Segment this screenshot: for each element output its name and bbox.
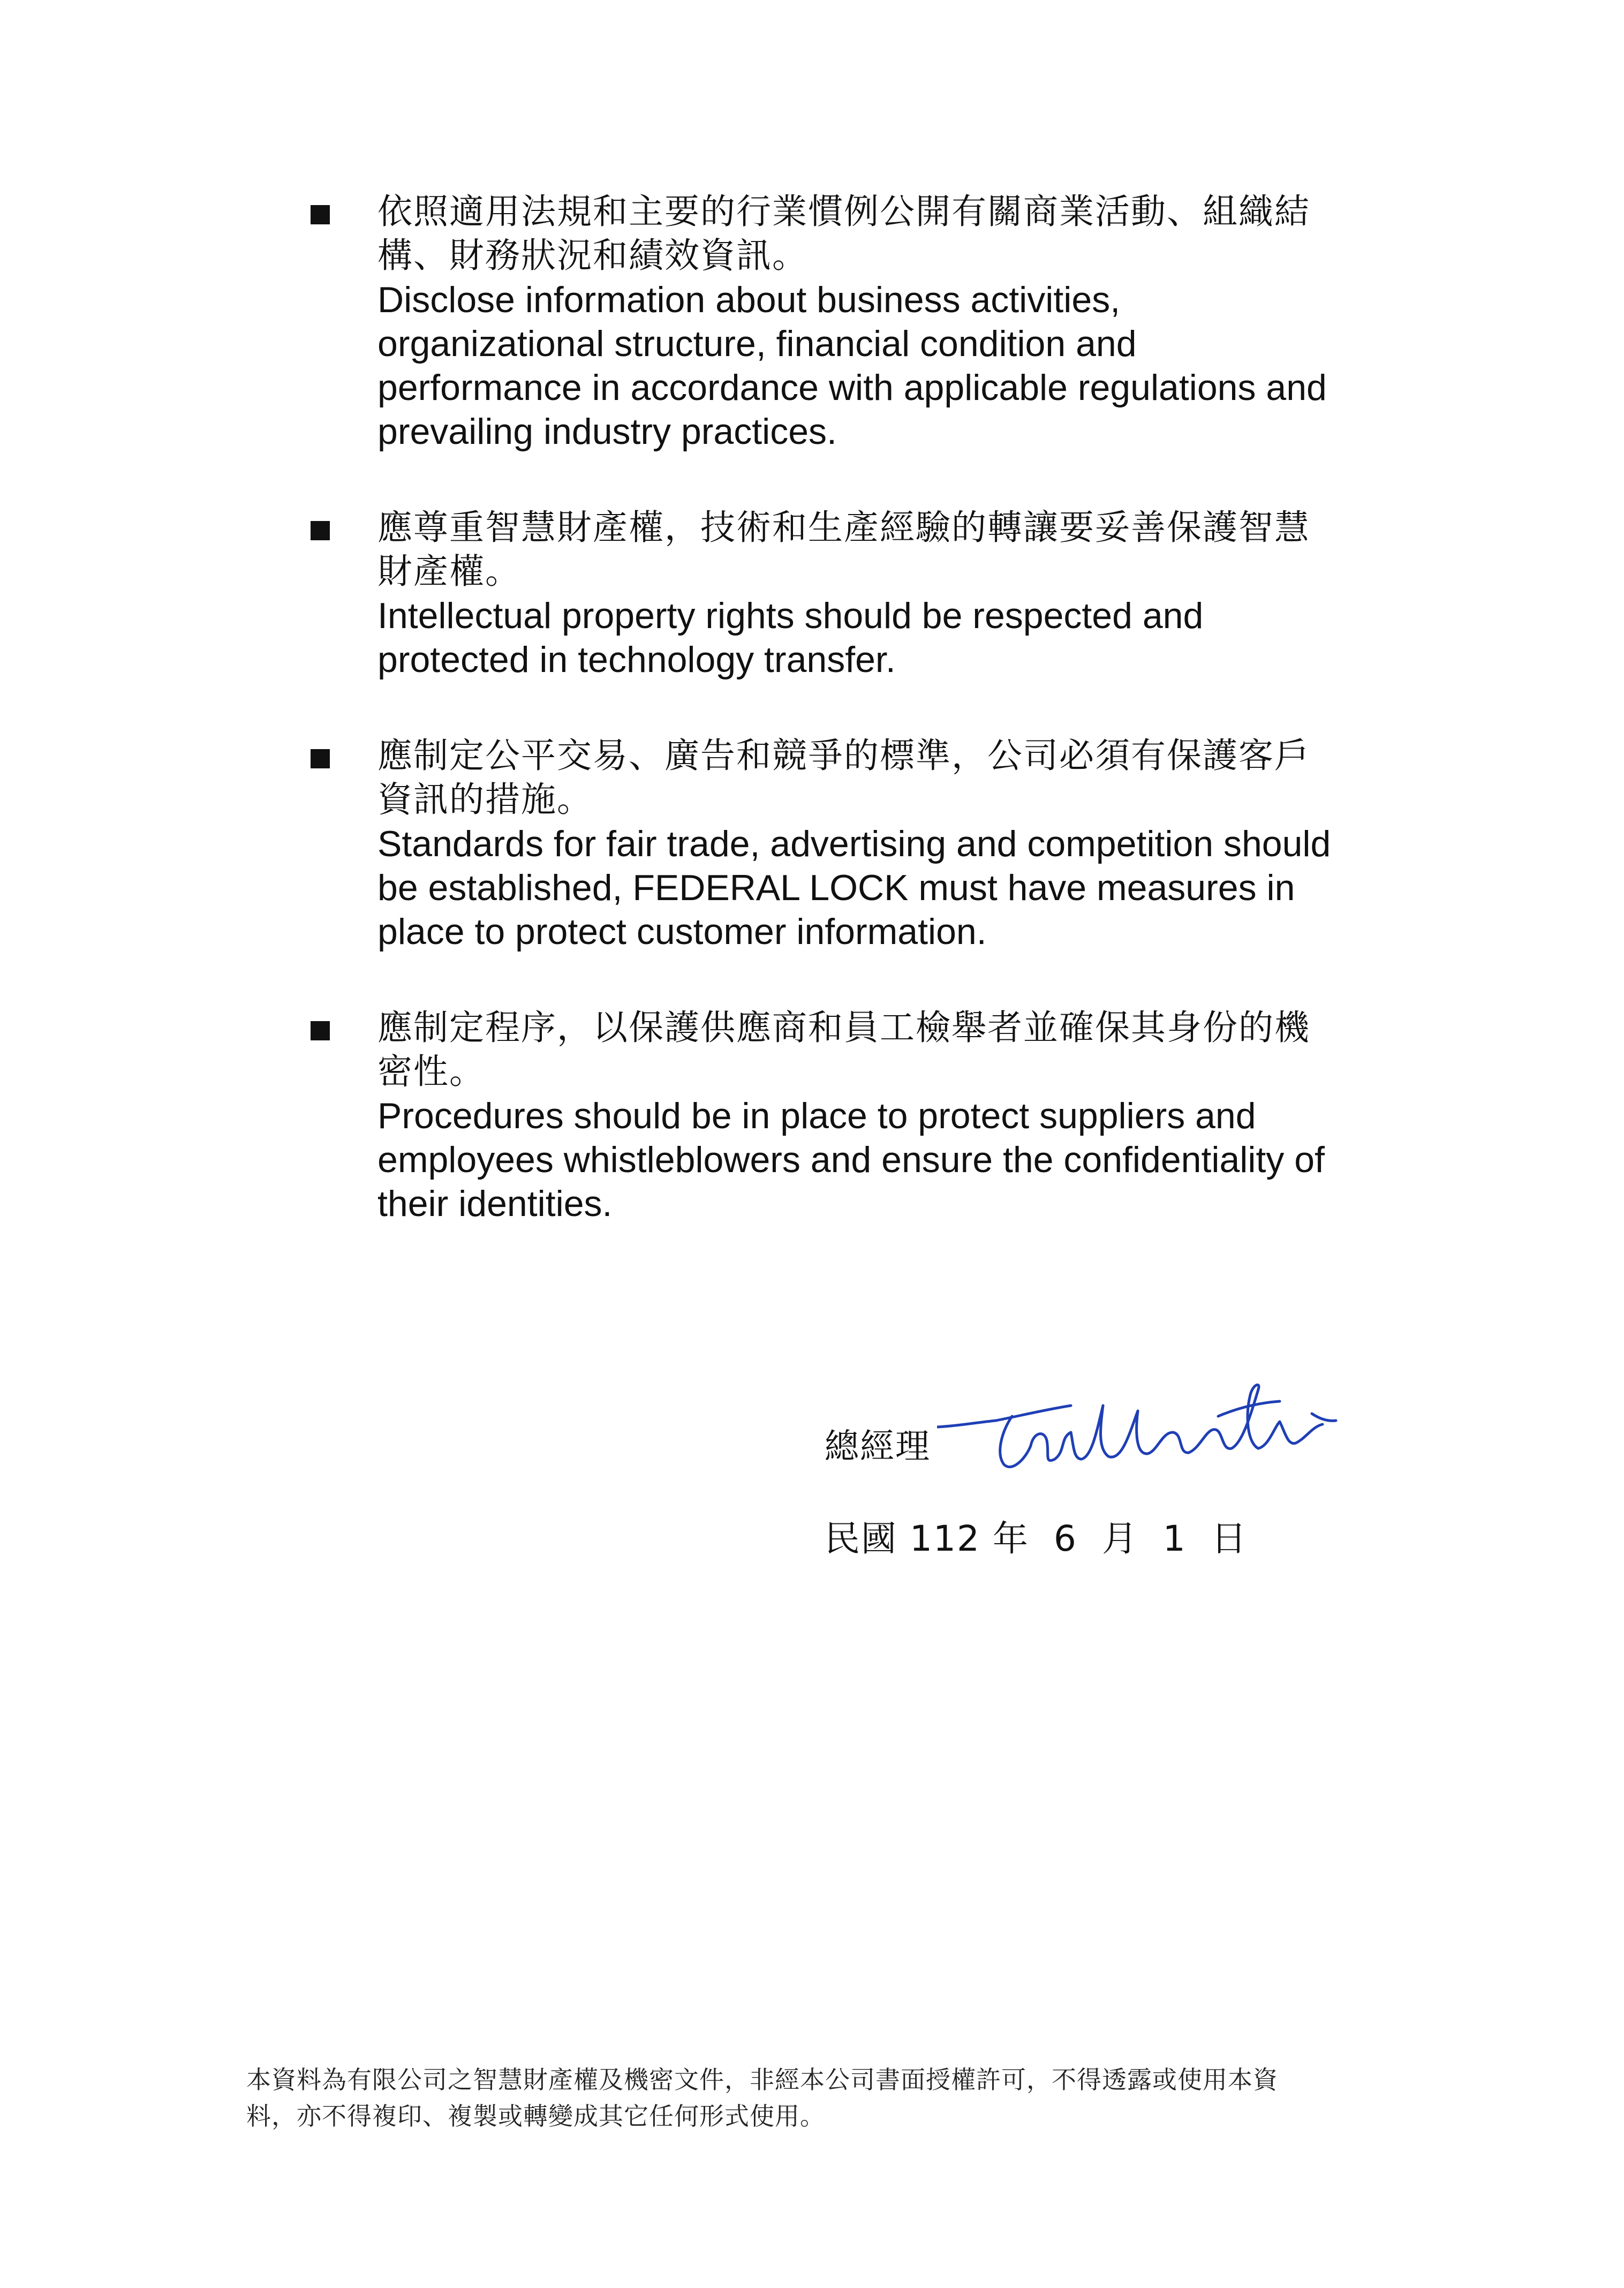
list-item: [311, 734, 1408, 954]
signing-date: 民國 112 年 6 月 1 日: [825, 1518, 1248, 1559]
english-text: Standards for fair trade, advertising and competition should be established, FEDERAL LOCK must have measures in place to protect customer information.: [377, 824, 1331, 952]
chinese-text: 依照適用法規和主要的行業慣例公開有關商業活動、組織結 構、財務狀況和績效資訊。: [377, 192, 1311, 276]
square-bullet-icon: [311, 1021, 330, 1040]
english-text: Procedures should be in place to protect suppliers and employees whistleblowers and ensure the confidentiality of their identities.: [377, 1096, 1325, 1224]
english-text: Intellectual property rights should be respected and protected in technology transfer.: [377, 595, 1204, 680]
chinese-text: 應尊重智慧財產權，技術和生產經驗的轉讓要妥善保護智慧 財產權。: [377, 508, 1311, 592]
signatory-title: 總經理: [825, 1427, 931, 1467]
confidentiality-footer: 本資料為有限公司之智慧財產權及機密文件，非經本公司書面授權許可，不得透露或使用本資 料，亦不得複印、複製或轉變成其它任何形式使用。: [246, 2065, 1278, 2131]
handwritten-signature: [937, 1352, 1339, 1491]
square-bullet-icon: [311, 521, 330, 540]
policy-bullet-list: [311, 190, 1408, 1278]
square-bullet-icon: [311, 749, 330, 768]
chinese-text: 應制定程序，以保護供應商和員工檢舉者並確保其身份的機 密性。: [377, 1008, 1311, 1092]
square-bullet-icon: [311, 205, 330, 224]
list-item: [311, 506, 1408, 682]
english-text: Disclose information about business activities, organizational structure, financial condition and performance in accordance with applicable regulations and prevailing industry practices.: [377, 280, 1327, 452]
list-item: [311, 1006, 1408, 1226]
chinese-text: 應制定公平交易、廣告和競爭的標準，公司必須有保護客戶 資訊的措施。: [377, 736, 1311, 820]
signature-block: [825, 1352, 1360, 1502]
list-item: [311, 190, 1408, 454]
